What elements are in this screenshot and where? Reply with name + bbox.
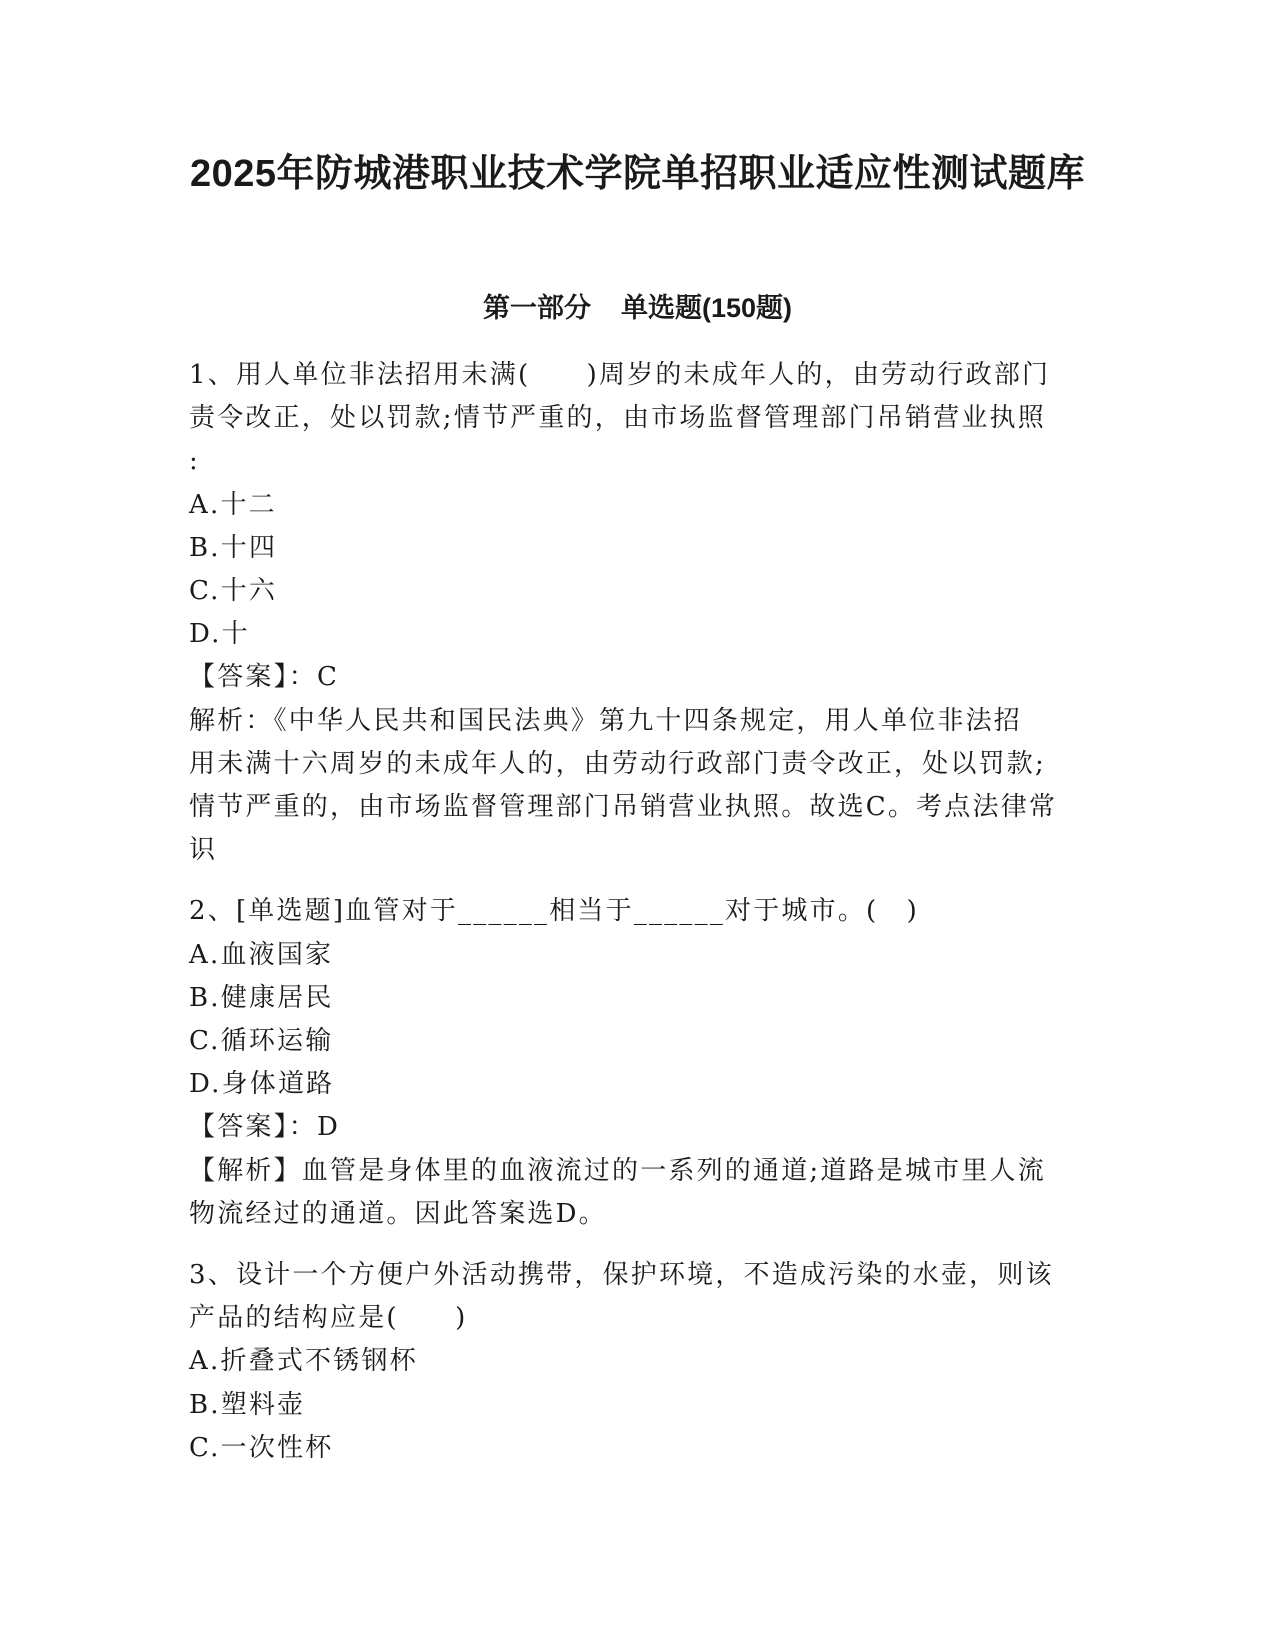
option-b: B.塑料壶	[189, 1389, 306, 1420]
option-a: A.血液国家	[189, 939, 334, 970]
question-list	[189, 354, 1079, 1470]
document-title: 2025年防城港职业技术学院单招职业适应性测试题库	[189, 153, 1086, 195]
explanation-line: 识	[189, 835, 218, 866]
answer-line: 【答案】：D	[189, 1112, 341, 1143]
option-c: C.一次性杯	[189, 1432, 334, 1463]
question-stem-line: 1、用人单位非法招用未满( )周岁的未成年人的，由劳动行政部门	[189, 360, 1051, 390]
question-1	[189, 354, 1079, 872]
question-2	[189, 890, 1079, 1236]
explanation-line: 用未满十六周岁的未成年人的，由劳动行政部门责令改正，处以罚款;	[189, 748, 1046, 779]
option-c: C.十六	[189, 576, 278, 607]
option-d: D.十	[189, 619, 250, 650]
question-stem-line: 责令改正，处以罚款;情节严重的，由市场监督管理部门吊销营业执照	[189, 403, 1046, 434]
option-c: C.循环运输	[189, 1026, 334, 1057]
explanation-line: 物流经过的通道。因此答案选D。	[189, 1198, 607, 1229]
explanation-line: 情节严重的，由市场监督管理部门吊销营业执照。故选C。考点法律常	[189, 792, 1058, 823]
question-stem-line: :	[189, 446, 200, 477]
option-a: A.十二	[189, 489, 277, 520]
section-heading	[0, 288, 1275, 328]
question-stem-line: 产品的结构应是( )	[189, 1303, 468, 1334]
option-b: B.健康居民	[189, 982, 334, 1013]
explanation-line: 解析：《中华人民共和国民法典》第九十四条规定，用人单位非法招	[189, 705, 1023, 736]
option-d: D.身体道路	[189, 1069, 335, 1100]
explanation-line: 【解析】血管是身体里的血液流过的一系列的通道;道路是城市里人流	[189, 1155, 1046, 1186]
section-name: 单选题(150题)	[620, 293, 793, 323]
option-b: B.十四	[189, 532, 278, 563]
question-stem-line: 2、[单选题]血管对于______相当于______对于城市。( )	[189, 896, 919, 927]
option-a: A.折叠式不锈钢杯	[189, 1346, 418, 1377]
question-stem-line: 3、设计一个方便户外活动携带，保护环境，不造成污染的水壶，则该	[189, 1260, 1054, 1291]
question-3	[189, 1254, 1079, 1470]
answer-line: 【答案】：C	[189, 662, 340, 693]
section-label: 第一部分	[482, 293, 591, 323]
